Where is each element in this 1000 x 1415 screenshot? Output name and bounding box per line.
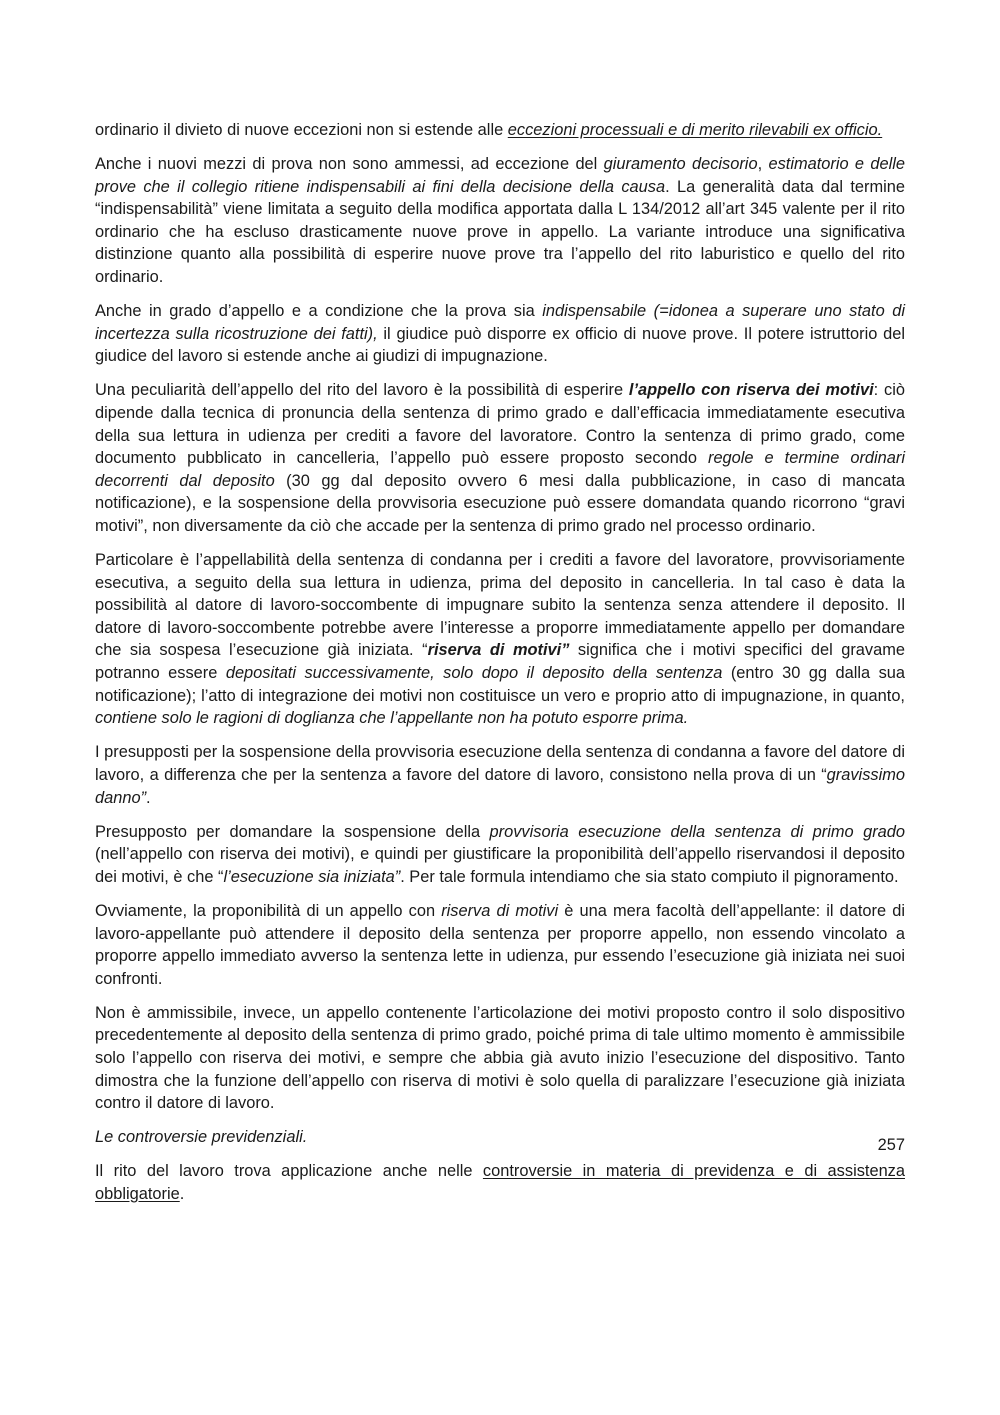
italic-text: contiene solo le ragioni di doglianza che l’appellante non ha potuto esporre prima.	[95, 709, 689, 728]
paragraph-1	[95, 119, 905, 142]
underlined-text: controversie in materia di previdenza e di assistenza obbligatorie	[95, 1162, 905, 1203]
text-run: .	[146, 788, 151, 807]
text-run: (30 gg dal deposito ovvero 6 mesi dalla pubblicazione, in caso di mancata notificazione), e la sospensione della provvisoria esecuzione può essere domandata quando ricorrono “gravi motivi”, non diversamente da ciò che accade per la sentenza di primo grado nel processo ordinario.	[95, 471, 905, 535]
text-run: significa che i motivi specifici del gravame potranno essere	[95, 641, 905, 683]
text-run: Particolare è l’appellabilità della sentenza di condanna per i crediti a favore del lavoratore, provvisoriamente esecutiva, a seguito della sua lettura in udienza, prima del deposito in cancelleria. In tal caso è data la possibilità al datore di lavoro-soccombente di impugnare subito la sentenza senza attendere il deposito. Il datore di lavoro-soccombente potrebbe avere l’interesse a proporre immediatamente appello per domandare che sia sospesa l’esecuzione già iniziata. “	[95, 551, 905, 660]
paragraph-2	[95, 153, 905, 289]
text-run: : ciò dipende dalla tecnica di pronuncia della sentenza di primo grado e dall’efficacia immediatamente esecutiva della sua lettura in udienza per crediti a favore del lavoratore. Contro la sentenza di primo grado, come documento pubblicato in cancelleria, l’appello può essere proposto secondo	[95, 381, 906, 468]
text-run: Il rito del lavoro trova applicazione anche nelle	[95, 1162, 483, 1181]
italic-text: giuramento decisorio	[603, 155, 758, 174]
section-heading: Le controversie previdenziali.	[95, 1128, 308, 1147]
text-run: Presupposto per domandare la sospensione della	[95, 822, 490, 841]
document-body	[95, 119, 905, 1217]
text-run: . La generalità data dal termine “indispensabilità” viene limitata a seguito della modifica apportata dalla L 134/2012 all’art 345 valente per il rito ordinario che ha escluso drasticamente nuove prove in appello. La variante introduce una significativa distinzione quanto alla possibilità di esperire nuove prove tra l’appello del rito laburistico e quello del rito ordinario.	[95, 177, 905, 287]
text-run: . Per tale formula intendiamo che sia stato compiuto il pignoramento.	[400, 867, 899, 886]
page-number: 257	[877, 1136, 905, 1154]
text-run: è una mera facoltà dell’appellante: il datore di lavoro-appellante può attendere il deposito della sentenza per proporre appello, non essendo vincolato a proporre appello immediato avverso la sentenza lette in udienza, pur essendo l’esecuzione già iniziata nei suoi confronti.	[95, 901, 905, 988]
paragraph-4	[95, 379, 905, 537]
italic-text: estimatorio e delle prove che il collegio ritiene indispensabili ai fini della decisione della causa	[95, 155, 906, 196]
text-run: .	[179, 1184, 185, 1203]
paragraph-6	[95, 741, 905, 809]
text-run: ,	[757, 155, 769, 174]
bold-italic-text: riserva di motivi”	[427, 641, 570, 660]
text-run: (nell’appello con riserva dei motivi), e quindi per giustificare la proponibilità dell’appello riservandosi il deposito dei motivi, è che “	[95, 845, 905, 886]
italic-text: provvisoria esecuzione della sentenza di primo grado	[489, 822, 906, 841]
paragraph-7	[95, 821, 905, 889]
italic-text: regole e termine ordinari decorrenti dal deposito	[95, 449, 905, 490]
text-run: il giudice può disporre ex officio di nuove prove. Il potere istruttorio del giudice del lavoro si estende anche ai giudizi di impugnazione.	[95, 324, 905, 366]
paragraph-8	[95, 900, 905, 990]
italic-text: riserva di motivi	[441, 901, 559, 920]
paragraph-3	[95, 300, 905, 368]
text-run: Non è ammissibile, invece, un appello contenente l’articolazione dei motivi proposto contro il solo dispositivo precedentemente al deposito della sentenza di primo grado, poiché prima di tale ultimo momento è ammissibile solo l’appello con riserva dei motivi, e sempre che abbia già avuto inizio l’esecuzione del dispositivo. Tanto dimostra che la funzione dell’appello con riserva di motivi è solo quella di paralizzare l’esecuzione già iniziata contro il datore di lavoro.	[95, 1003, 905, 1113]
text-run: Ovviamente, la proponibilità di un appello con	[95, 901, 442, 920]
italic-text: l’esecuzione sia iniziata”	[223, 867, 401, 886]
text-run: I presupposti per la sospensione della provvisoria esecuzione della sentenza di condanna a favore del datore di lavoro, a differenza che per la sentenza a favore del datore di lavoro, consistono nella prova di un “	[95, 743, 905, 784]
italic-text: gravissimo danno”	[95, 765, 905, 807]
paragraph-9	[95, 1002, 905, 1115]
bold-italic-text: l’appello con riserva dei motivi	[628, 381, 874, 400]
paragraph-5	[95, 549, 905, 730]
paragraph-10	[95, 1160, 905, 1205]
text-run: Una peculiarità dell’appello del rito del lavoro è la possibilità di esperire	[95, 381, 629, 400]
text-run: Anche in grado d’appello e a condizione che la prova sia	[95, 302, 543, 321]
italic-text: depositati successivamente, solo dopo il deposito della sentenza	[225, 664, 723, 683]
underlined-italic-text: eccezioni processuali e di merito rilevabili ex officio.	[507, 121, 883, 139]
text-run: (entro 30 gg dalla sua notificazione); l’atto di integrazione dei motivi non costituisce un vero e proprio atto di impugnazione, in quanto,	[95, 664, 906, 705]
text-run: Anche i nuovi mezzi di prova non sono ammessi, ad eccezione del	[95, 155, 604, 174]
text-run: ordinario il divieto di nuove eccezioni non si estende alle	[95, 121, 508, 139]
italic-text: indispensabile (=idonea a superare uno stato di incertezza sulla ricostruzione dei fatti),	[95, 302, 905, 343]
